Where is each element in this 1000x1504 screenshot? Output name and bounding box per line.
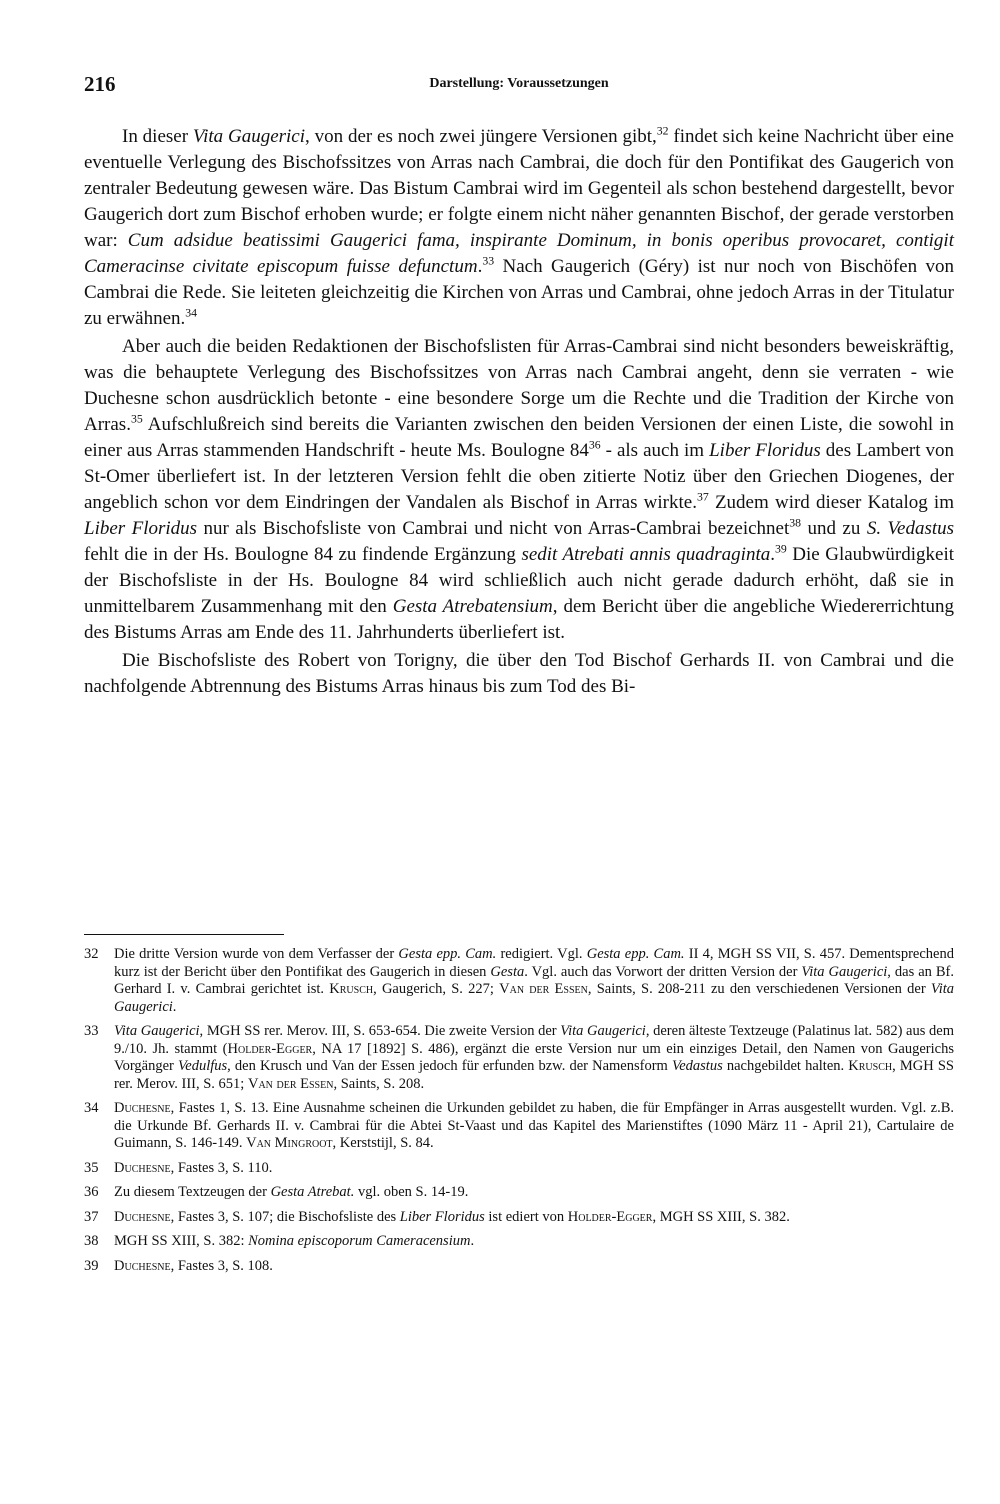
text-run: , das an Bf. Gerhard I. v. Cambrai gerichtet ist. xyxy=(114,963,955,997)
text-run: Die dritte Version wurde von dem Verfasser der xyxy=(114,946,399,962)
italic-text: Vita Gaugerici xyxy=(114,981,955,1015)
footnote-text xyxy=(114,1184,954,1202)
text-run: , Saints, S. 208. xyxy=(333,1075,425,1092)
author-name: Van der Essen xyxy=(499,981,588,997)
body-text xyxy=(84,124,954,700)
footnote xyxy=(84,1258,954,1276)
footnote xyxy=(84,1160,954,1178)
italic-text: Liber Floridus xyxy=(399,1208,485,1225)
italic-text: Vita Gaugerici xyxy=(801,963,888,980)
footnote-separator xyxy=(84,934,284,935)
text-run: Aufschlußreich sind bereits die Varianten zwischen den beiden Versionen der einen Liste, die sowohl in einer aus Arras stammenden Handschrift - heute Ms. Boulogne 84 xyxy=(84,414,954,461)
footnote xyxy=(84,1023,954,1093)
text-run: , von der es noch zwei jüngere Versionen gibt, xyxy=(305,126,657,147)
text-run: , Fastes 3, S. 107; die Bischofsliste des xyxy=(170,1208,400,1225)
text-run: . xyxy=(172,998,177,1015)
note-reference: 38 xyxy=(789,516,802,530)
text-run: vgl. oben S. 14-19. xyxy=(354,1184,469,1200)
text-run: , MGH SS rer. Merov. III, S. 651; xyxy=(114,1058,954,1092)
note-reference: 36 xyxy=(588,438,601,452)
footnotes xyxy=(84,946,954,1282)
italic-text: Gesta epp. Cam. xyxy=(398,946,497,962)
italic-text: Liber Floridus xyxy=(709,440,821,461)
footnote-number: 34 xyxy=(84,1100,99,1116)
text-run: und zu xyxy=(801,518,867,539)
italic-text: Gesta Atrebat. xyxy=(270,1184,355,1200)
author-name: Van Mingroot xyxy=(246,1135,333,1151)
page-number: 216 xyxy=(84,72,116,96)
text-run: , Fastes 3, S. 110. xyxy=(170,1159,273,1176)
author-name: Krusch xyxy=(848,1058,893,1074)
footnote-number: 33 xyxy=(84,1023,99,1039)
author-name: Duchesne xyxy=(114,1208,171,1225)
text-run: Aber auch die beiden Redaktionen der Bischofslisten für Arras-Cambrai sind nicht besonders beweiskräftig, was die behauptete Verlegung des Bischofssitzes von Arras nach Cambrai angeht, denn sie verraten - wie Duchesne schon ausdrücklich betonte - eine besondere Sorge um die Rechte und die Tradition der Kirche von Arras. xyxy=(84,336,954,435)
author-name: Duchesne xyxy=(114,1159,171,1176)
italic-text: Vita Gaugerici xyxy=(192,126,306,147)
italic-text: Vita Gaugerici xyxy=(560,1023,646,1039)
text-run: Zudem wird dieser Katalog im xyxy=(708,492,954,513)
italic-text: Gesta Atrebatensium xyxy=(392,596,553,617)
text-run: nur als Bischofsliste von Cambrai und nicht von Arras-Cambrai bezeichnet xyxy=(197,518,790,539)
italic-text: Liber Floridus xyxy=(84,518,198,539)
note-reference: 37 xyxy=(696,490,709,504)
footnote-text xyxy=(114,1160,954,1178)
text-run: , deren älteste Textzeuge (Palatinus lat. 582) aus dem 9./10. Jh. stammt ( xyxy=(114,1023,955,1057)
text-run: , MGH SS rer. Merov. III, S. 653-654. Die zweite Version der xyxy=(199,1023,561,1039)
text-run: , den Krusch und Van der Essen jedoch für erfunden bzw. der Namensform xyxy=(227,1058,672,1074)
footnote-number: 38 xyxy=(84,1233,99,1249)
text-run: - als auch im xyxy=(600,440,710,461)
footnote-number: 32 xyxy=(84,946,99,962)
text-run: MGH SS XIII, S. 382: xyxy=(114,1233,249,1249)
paragraph xyxy=(84,334,954,646)
text-run: . xyxy=(477,256,483,277)
text-run: , Fastes 3, S. 108. xyxy=(170,1257,273,1274)
text-run: II 4, MGH SS VII, S. 457. Dementsprechend kurz ist der Bericht über den Pontifikat des Gaugerich in diesen xyxy=(114,946,954,980)
footnote-number: 35 xyxy=(84,1159,99,1176)
note-reference: 34 xyxy=(185,306,198,320)
text-run: , MGH SS XIII, S. 382. xyxy=(652,1208,790,1225)
italic-text: Gesta xyxy=(490,963,525,980)
text-run: findet sich keine Nachricht über eine eventuelle Verlegung des Bischofssitzes von Arras nach Cambrai, die doch für den Pontifikat des Gaugerich von zentraler Bedeutung gewesen wäre. Das Bistum Cambrai wird im Gegenteil als schon bestehend dargestellt, bevor Gaugerich dort zum Bischof erhoben wurde; er folgte einem nicht näher genannten Bischof, der gerade verstorben war: xyxy=(84,126,954,251)
text-run: , Saints, S. 208-211 zu den verschiedenen Versionen der xyxy=(587,981,931,997)
author-name: Holder-Egger xyxy=(227,1040,313,1057)
italic-text: Vedulfus xyxy=(178,1058,228,1074)
text-run: , NA 17 [1892] S. 486), ergänzt die erste Version nur um ein einziges Detail, den Namen von Gaugerichs Vorgänger xyxy=(114,1040,954,1074)
text-run: . xyxy=(470,1233,475,1249)
running-head: Darstellung: Voraussetzungen xyxy=(429,76,609,91)
text-run: redigiert. Vgl. xyxy=(496,946,587,962)
page-header xyxy=(84,72,954,102)
text-run: nachgebildet halten. xyxy=(722,1058,849,1074)
note-reference: 33 xyxy=(482,254,495,268)
footnote-number: 37 xyxy=(84,1208,99,1225)
italic-text: Cum adsidue beatissimi Gaugerici fama, inspirante Dominum, in bonis operibus provocaret, contigit Cameracinse civitate episcopum fuisse defunctum xyxy=(84,230,954,277)
footnote-text xyxy=(114,1023,954,1093)
footnote-text xyxy=(114,946,954,1016)
text-run: Die Glaubwürdigkeit der Bischofsliste in der Hs. Boulogne 84 wird schließlich auch nicht gerade dadurch erhöht, daß sie in unmittelbarem Zusammenhang mit den xyxy=(84,544,954,617)
italic-text: Vedastus xyxy=(671,1058,723,1074)
author-name: Van der Essen xyxy=(247,1075,334,1092)
note-reference: 39 xyxy=(775,542,787,556)
paragraph xyxy=(84,124,954,332)
text-run: . xyxy=(770,544,775,565)
note-reference: 35 xyxy=(130,412,143,426)
text-run: , dem Bericht über die angebliche Wiedererrichtung des Bistums Arras am Ende des 11. Jahrhunderts überliefert ist. xyxy=(84,596,954,643)
footnote-text xyxy=(114,1258,954,1276)
footnote-text xyxy=(114,1209,954,1227)
italic-text: Gesta epp. Cam. xyxy=(586,946,685,962)
text-run: , Kerststijl, S. 84. xyxy=(332,1135,434,1151)
italic-text: sedit Atrebati annis quadraginta xyxy=(521,544,771,565)
footnote-text xyxy=(114,1233,954,1251)
author-name: Holder-Egger xyxy=(567,1208,653,1225)
footnote xyxy=(84,1100,954,1153)
text-run: In dieser xyxy=(122,126,193,147)
author-name: Duchesne xyxy=(114,1100,171,1116)
author-name: Krusch xyxy=(329,981,374,997)
footnote xyxy=(84,1184,954,1202)
author-name: Duchesne xyxy=(114,1257,171,1274)
footnote xyxy=(84,946,954,1016)
text-run: fehlt die in der Hs. Boulogne 84 zu findende Ergänzung xyxy=(84,544,522,565)
footnote xyxy=(84,1233,954,1251)
text-run: . Vgl. auch das Vorwort der dritten Version der xyxy=(524,963,802,980)
footnote xyxy=(84,1209,954,1227)
text-run: ist ediert von xyxy=(484,1208,568,1225)
text-run: , Fastes 1, S. 13. Eine Ausnahme scheinen die Urkunden gebildet zu haben, die für Empfänger in Arras ausgestellt wurden. Vgl. z.B. die Urkunde Bf. Gerhards II. v. Cambrai für die Abtei St-Vaast und das Kapitel des Marienstiftes (1090 März 11 - April 21), Cartulaire de Guimann, S. 146-149. xyxy=(114,1100,954,1151)
italic-text: Vita Gaugerici xyxy=(114,1023,200,1039)
text-run: Zu diesem Textzeugen der xyxy=(114,1184,271,1200)
footnote-number: 36 xyxy=(84,1184,99,1200)
footnote-text xyxy=(114,1100,954,1153)
paragraph xyxy=(84,648,954,700)
note-reference: 32 xyxy=(656,124,669,138)
italic-text: Nomina episcoporum Cameracensium xyxy=(248,1233,471,1249)
footnote-number: 39 xyxy=(84,1257,99,1274)
text-run: des Lambert von St-Omer überliefert ist. In der letzteren Version fehlt die oben zitierte Notiz über den Griechen Diogenes, der angeblich schon vor dem Eindringen der Vandalen als Bischof in Arras wirkte. xyxy=(84,440,955,513)
text-run: Nach Gaugerich (Géry) ist nur noch von Bischöfen von Cambrai die Rede. Sie leiteten gleichzeitig die Kirchen von Arras und Cambrai, ohne jedoch Arras in der Titulatur zu erwähnen. xyxy=(84,256,954,329)
italic-text: S. Vedastus xyxy=(866,518,955,539)
text-run: Die Bischofsliste des Robert von Torigny, die über den Tod Bischof Gerhards II. von Cambrai und die nachfolgende Abtrennung des Bistums Arras hinaus bis zum Tod des Bi- xyxy=(84,650,954,697)
text-run: , Gaugerich, S. 227; xyxy=(373,981,500,997)
